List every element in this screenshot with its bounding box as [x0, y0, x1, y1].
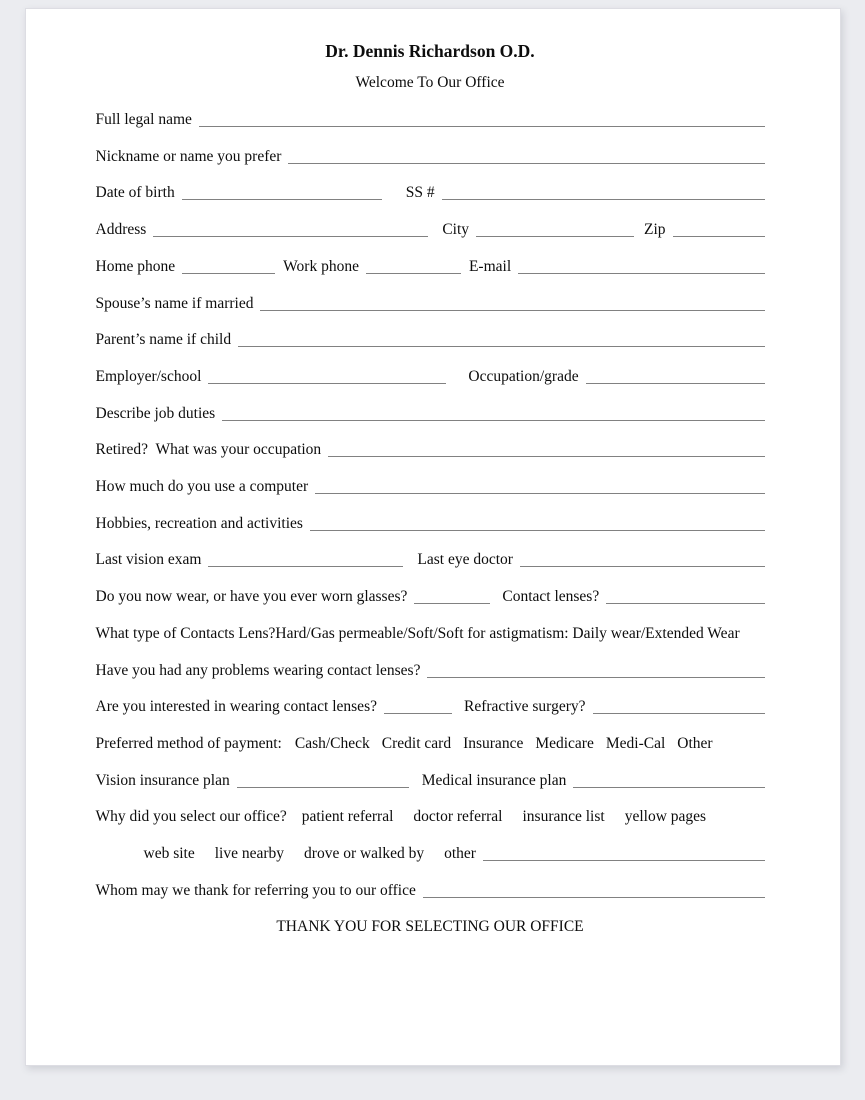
option-insurance: Insurance	[463, 734, 524, 752]
document-title: Dr. Dennis Richardson O.D.	[325, 41, 535, 61]
document-page	[25, 8, 841, 1066]
blank-field-refractive-surgery[interactable]	[593, 713, 765, 714]
blank-field-vision-insurance-plan[interactable]	[237, 787, 409, 788]
field-label-retired-what-was-your-occupation: Retired? What was your occupation	[95, 441, 322, 459]
blank-field-hobbies[interactable]	[310, 530, 765, 531]
form-row-address	[96, 212, 765, 249]
form-row-office-selection-reason-2	[96, 836, 765, 873]
option-credit-card: Credit card	[381, 734, 452, 752]
option-web-site: web site	[143, 845, 195, 863]
document-subtitle: Welcome To Our Office	[355, 74, 505, 91]
field-label-are-you-interested-in-wearing-contact-lenses: Are you interested in wearing contact lenses?	[95, 698, 377, 716]
blank-field-address[interactable]	[153, 236, 428, 237]
option-insurance-list: insurance list	[522, 808, 605, 826]
form-row-computer-use	[96, 469, 765, 506]
blank-field-work-phone[interactable]	[366, 273, 461, 274]
field-label-hobbies-recreation-and-activities: Hobbies, recreation and activities	[95, 514, 303, 532]
field-label-preferred-method-of-payment: Preferred method of payment:	[95, 734, 282, 752]
form-row-last-exam-doctor	[96, 542, 765, 579]
field-label-how-much-do-you-use-a-computer: How much do you use a computer	[95, 478, 309, 496]
field-label-other: other	[444, 845, 476, 863]
form-row-dob-ssn	[96, 175, 765, 212]
option-patient-referral: patient referral	[301, 808, 394, 826]
blank-field-medical-insurance-plan[interactable]	[573, 787, 764, 788]
blank-field-worn-glasses[interactable]	[414, 603, 490, 604]
field-label-e-mail: E-mail	[468, 257, 512, 275]
field-label-full-legal-name: Full legal name	[95, 111, 192, 128]
blank-field-email[interactable]	[518, 273, 764, 274]
field-label-city: City	[442, 221, 470, 239]
field-label-have-you-had-any-problems-wearing-contact-lenses: Have you had any problems wearing contact lenses?	[95, 661, 421, 679]
option-cash-check: Cash/Check	[294, 734, 370, 752]
blank-field-nickname[interactable]	[288, 163, 764, 164]
form-row-employer-occupation	[96, 359, 765, 396]
field-label-employer-school: Employer/school	[95, 367, 202, 385]
blank-field-home-phone[interactable]	[182, 273, 275, 274]
field-label-home-phone: Home phone	[95, 257, 176, 275]
blank-field-computer-use[interactable]	[315, 493, 764, 494]
field-label-refractive-surgery: Refractive surgery?	[463, 698, 586, 716]
blank-field-retired-occupation[interactable]	[328, 456, 764, 457]
blank-field-zip[interactable]	[673, 236, 765, 237]
field-label-last-eye-doctor: Last eye doctor	[417, 551, 513, 569]
form-row-payment-method	[96, 726, 765, 763]
field-label-why-did-you-select-our-office: Why did you select our office?	[95, 808, 287, 826]
form-row-office-selection-reason	[96, 799, 765, 836]
form-row-referring-person	[96, 873, 765, 910]
option-live-nearby: live nearby	[214, 845, 285, 863]
blank-field-interested-contacts[interactable]	[384, 713, 452, 714]
field-label-do-you-now-wear-or-have-you-ever-worn-glasses: Do you now wear, or have you ever worn glasses?	[95, 588, 408, 606]
blank-field-parent-name[interactable]	[238, 346, 764, 347]
closing-note: THANK YOU FOR SELECTING OUR OFFICE	[276, 918, 584, 936]
field-label-work-phone: Work phone	[283, 257, 359, 275]
field-label-last-vision-exam: Last vision exam	[95, 551, 202, 569]
blank-field-other-referral[interactable]	[483, 860, 765, 861]
field-label-ss: SS #	[405, 184, 435, 202]
field-label-what-type-of-contacts-lens-hard-gas-permeable-soft-soft-for-astigmatism-daily-wear-extended-wear: What type of Contacts Lens?Hard/Gas permeable/Soft/Soft for astigmatism: Daily wear/Extended Wear	[95, 624, 740, 642]
blank-field-last-eye-doctor[interactable]	[520, 566, 765, 567]
blank-field-date-of-birth[interactable]	[182, 199, 382, 200]
form-row-glasses-contacts	[96, 579, 765, 616]
blank-field-referring-person[interactable]	[423, 897, 765, 898]
form-row-retired-occupation	[96, 432, 765, 469]
field-label-nickname-or-name-you-prefer: Nickname or name you prefer	[95, 147, 282, 165]
field-label-vision-insurance-plan: Vision insurance plan	[95, 771, 230, 789]
option-doctor-referral: doctor referral	[413, 808, 503, 826]
blank-field-city[interactable]	[476, 236, 634, 237]
option-medi-cal: Medi-Cal	[605, 734, 666, 752]
blank-field-employer-school[interactable]	[208, 383, 446, 384]
form-row-nickname	[96, 139, 765, 176]
form-rows	[96, 102, 765, 909]
blank-field-last-vision-exam[interactable]	[208, 566, 403, 567]
form-row-parent-name	[96, 322, 765, 359]
form-row-contact-lens-types	[96, 616, 765, 653]
form-row-job-duties	[96, 396, 765, 433]
blank-field-occupation-grade[interactable]	[586, 383, 765, 384]
form-row-hobbies	[96, 506, 765, 543]
field-label-date-of-birth: Date of birth	[95, 184, 175, 202]
form-row-insurance-plans	[96, 763, 765, 800]
form-row-contact-problems	[96, 653, 765, 690]
field-label-describe-job-duties: Describe job duties	[95, 404, 216, 422]
blank-field-full-legal-name[interactable]	[199, 126, 765, 127]
blank-field-contact-lens-problems[interactable]	[427, 677, 764, 678]
field-label-medical-insurance-plan: Medical insurance plan	[421, 771, 567, 789]
blank-field-ssn[interactable]	[442, 199, 765, 200]
field-label-address: Address	[95, 221, 147, 239]
form-row-phones-email	[96, 249, 765, 286]
form-row-full-legal-name	[96, 102, 765, 139]
field-label-whom-may-we-thank-for-referring-you-to-our-office: Whom may we thank for referring you to our office	[95, 881, 416, 899]
field-label-contact-lenses: Contact lenses?	[502, 588, 600, 606]
blank-field-job-duties[interactable]	[222, 420, 764, 421]
blank-field-spouse-name[interactable]	[260, 310, 764, 311]
field-label-spouse-s-name-if-married: Spouse’s name if married	[95, 294, 254, 312]
form-row-contacts-surgery-interest	[96, 689, 765, 726]
field-label-occupation-grade: Occupation/grade	[468, 367, 579, 385]
form-row-spouse-name	[96, 286, 765, 323]
option-yellow-pages: yellow pages	[624, 808, 707, 826]
field-label-zip: Zip	[644, 221, 666, 239]
field-label-parent-s-name-if-child: Parent’s name if child	[95, 331, 232, 349]
option-drove-or-walked-by: drove or walked by	[304, 845, 425, 863]
option-medicare: Medicare	[535, 734, 594, 752]
option-other: Other	[677, 734, 713, 752]
blank-field-contact-lenses[interactable]	[606, 603, 764, 604]
